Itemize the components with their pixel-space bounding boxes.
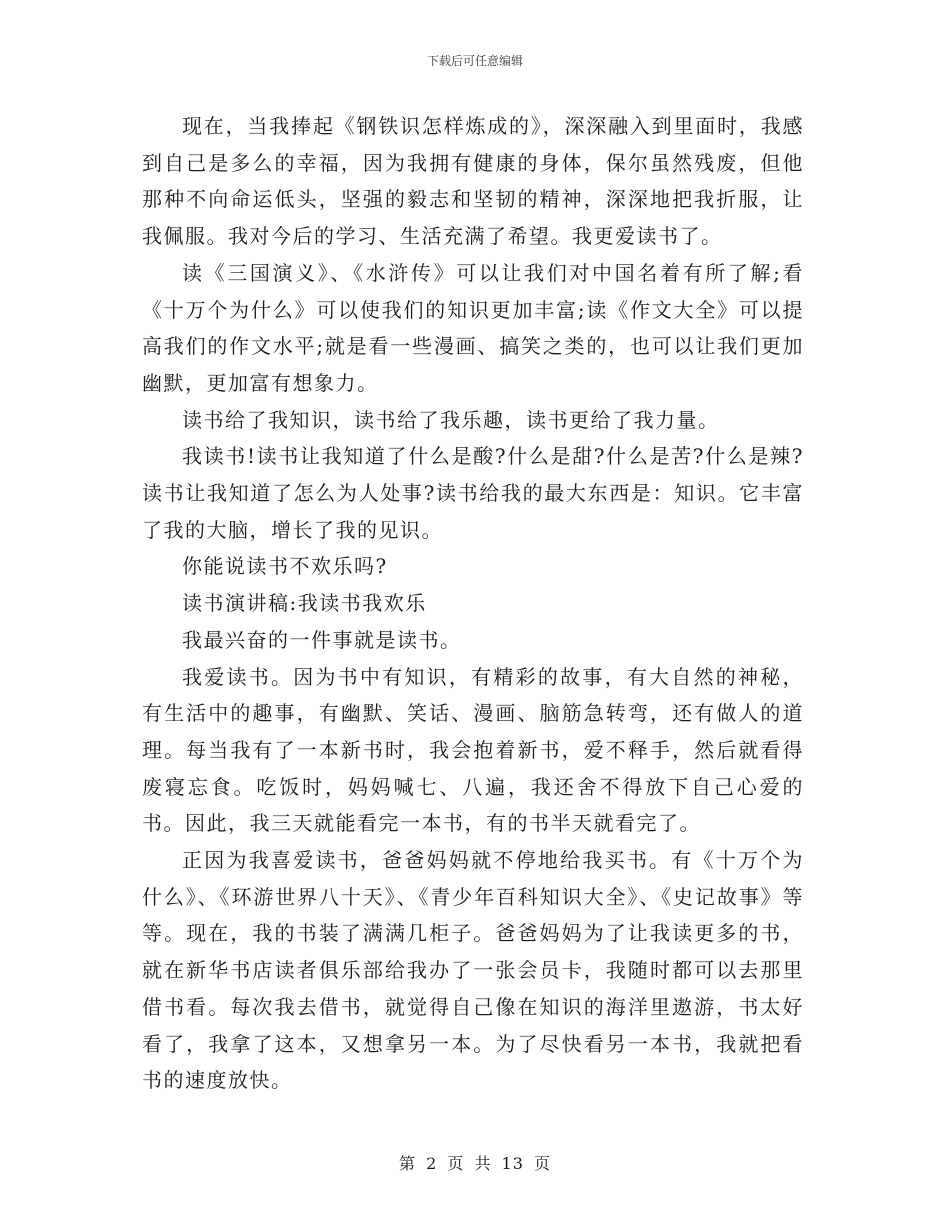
paragraph: 现在，当我捧起《钢铁识怎样炼成的》，深深融入到里面时，我感到自己是多么的幸福，因为我拥有健康的身体，保尔虽然残废，但他那种不向命运低头，坚强的毅志和坚韧的精神，深深地把我折服，让我佩服。我对今后的学习、生活充满了希望。我更爱读书了。 — [142, 114, 804, 249]
paragraph: 正因为我喜爱读书，爸爸妈妈就不停地给我买书。有《十万个为什么》、《环游世界八十天》、《青少年百科知识大全》、《史记故事》等等。现在，我的书装了满满几柜子。爸爸妈妈为了让我读更多的书，就在新华书店读者俱乐部给我办了一张会员卡，我随时都可以去那里借书看。每次我去借书，就觉得自己像在知识的海洋里遨游，书太好看了，我拿了这本，又想拿另一本。为了尽快看另一本书，我就把看书的速度放快。 — [142, 848, 804, 1093]
paragraph: 读书给了我知识，读书给了我乐趣，读书更给了我力量。 — [182, 407, 720, 432]
page-number-footer: 第 2 页 共 13 页 — [399, 1154, 551, 1173]
paragraph: 读书演讲稿:我读书我欢乐 — [182, 591, 427, 616]
page-header: 下载后可任意编辑 — [426, 54, 523, 68]
paragraph: 读《三国演义》、《水浒传》可以让我们对中国名着有所了解;看《十万个为什么》可以使我们的知识更加丰富;读《作文大全》可以提高我们的作文水平;就是看一些漫画、搞笑之类的，也可以让我们更加幽默，更加富有想象力。 — [142, 260, 804, 395]
document-body — [142, 108, 804, 1099]
paragraph: 我爱读书。因为书中有知识，有精彩的故事，有大自然的神秘，有生活中的趣事，有幽默、笑话、漫画、脑筋急转弯，还有做人的道理。每当我有了一本新书时，我会抱着新书，爱不释手，然后就看得废寝忘食。吃饭时，妈妈喊七、八遍，我还舍不得放下自己心爱的书。因此，我三天就能看完一本书，有的书半天就看完了。 — [142, 664, 804, 836]
paragraph: 你能说读书不欢乐吗? — [182, 554, 388, 579]
paragraph: 我最兴奋的一件事就是读书。 — [182, 627, 462, 652]
paragraph: 我读书!读书让我知道了什么是酸?什么是甜?什么是苦?什么是辣?读书让我知道了怎么为人处事?读书给我的最大东西是：知识。它丰富了我的大脑，增长了我的见识。 — [142, 444, 804, 542]
